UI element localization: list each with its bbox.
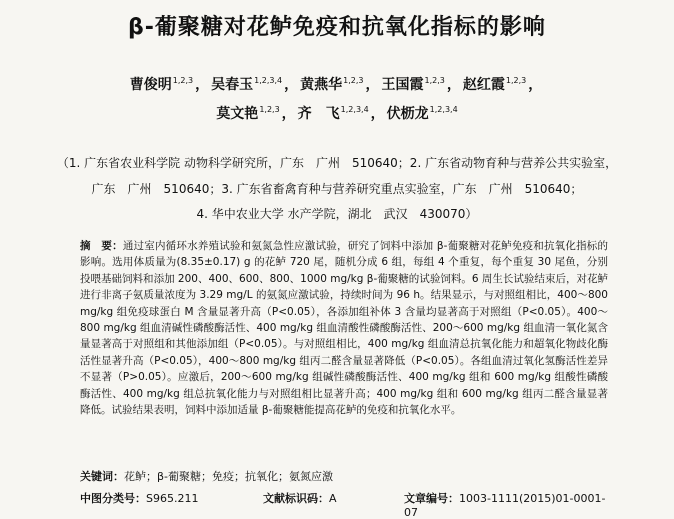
document-code-label: 文献标识码： — [263, 492, 329, 505]
author — [382, 77, 445, 93]
author-separator: ， — [195, 77, 210, 93]
author-affiliation-marker: 1,2,3,4 — [340, 105, 369, 114]
affiliation-line-2: 广东 广州 510640；3. 广东省畜禽育种与营养研究重点实验室，广东 广州 510640； — [91, 182, 583, 196]
author-affiliation-marker: 1,2,3 — [172, 76, 194, 85]
author-name: 吴春玉 — [211, 77, 254, 93]
document-code-value: A — [329, 492, 337, 505]
clc-number — [80, 490, 198, 506]
article-meta — [80, 490, 610, 519]
document-code — [263, 490, 337, 506]
keywords-label: 关键词： — [80, 470, 124, 483]
author-affiliation-marker: 1,2,3,4 — [254, 76, 283, 85]
author-separator: ， — [528, 77, 543, 93]
author-name: 赵红霞 — [462, 77, 505, 93]
keywords-text: 花鲈；β-葡聚糖；免疫；抗氧化；氨氮应激 — [124, 470, 333, 483]
keywords — [80, 468, 608, 484]
article-number-label: 文章编号： — [404, 492, 459, 505]
author — [130, 77, 193, 93]
clc-value: S965.211 — [146, 492, 199, 505]
author-name: 伏枥龙 — [386, 106, 429, 122]
author-name: 黄燕华 — [300, 77, 343, 93]
author — [298, 106, 369, 122]
article-number — [404, 490, 610, 519]
author-list-line-2 — [0, 103, 674, 123]
author — [300, 77, 363, 93]
author-list-line-1 — [0, 74, 674, 94]
author-separator: ， — [365, 77, 380, 93]
author-affiliation-marker: 1,2,3,4 — [429, 105, 458, 114]
author-affiliation-marker: 1,2,3 — [424, 76, 445, 85]
author — [216, 106, 279, 122]
author-name: 莫文艳 — [216, 106, 259, 122]
affiliation-line-3: 4. 华中农业大学 水产学院，湖北 武汉 430070） — [196, 207, 478, 221]
paper-title: β-葡聚糖对花鲈免疫和抗氧化指标的影响 — [128, 15, 546, 40]
abstract — [80, 238, 608, 418]
author — [463, 77, 526, 93]
author-affiliation-marker: 1,2,3 — [259, 105, 280, 114]
author-name: 王国霞 — [381, 77, 424, 93]
affiliation-line-1: （1. 广东省农业科学院 动物科学研究所，广东 广州 510640；2. 广东省动物育种与营养公共实验室， — [56, 156, 618, 170]
author-affiliation-marker: 1,2,3 — [343, 76, 364, 85]
author-name: 齐 飞 — [297, 106, 340, 122]
author-affiliation-marker: 1,2,3 — [505, 76, 527, 85]
author-separator: ， — [284, 77, 299, 93]
author-separator: ， — [446, 77, 461, 93]
author-separator: ， — [370, 106, 385, 122]
author — [387, 106, 458, 122]
author — [211, 77, 282, 93]
abstract-text: 通过室内循环水养殖试验和氨氮急性应激试验，研究了饲料中添加 β-葡聚糖对花鲈免疫和抗氧化指标的影响。选用体质量为(8.35±0.17) g 的花鲈 720 尾，随机分成 6 组，每组 4 个重复，每个重复 30 尾鱼，分别投喂基础饲料和添加 200、400、600、800、1000 mg/kg β-葡聚糖的试验饲料。6 周生长试验结束后，对花鲈进行非离子氨质量浓度为 3.29 mg/L 的氨氮应激试验，持续时间为 96 h。结果显示，与对照组相比，400～800 mg/kg 组免疫球蛋白 M 含量显著升高（P<0.05），各添加组补体 3 含量均显著高于对照组（P<0.05）。400～800 mg/kg 组血清碱性磷酸酶活性、400 mg/kg 组血清酸性磷酸酶活性、200～600 mg/kg 组血清一氧化氮含量显著高于对照组和其他添加组（P<0.05）。与对照组相比，400 mg/kg 组血清总抗氧化能力和超氧化物歧化酶活性显著升高（P<0.05），400～800 mg/kg 组丙二醛含量显著降低（P<0.05）。各组血清过氧化氢酶活性差异不显著（P>0.05）。应激后，200～600 mg/kg 组碱性磷酸酶活性、400 mg/kg 组和 600 mg/kg 组酸性磷酸酶活性、400 mg/kg 组总抗氧化能力与对照组相比显著升高；400 mg/kg 组和 600 mg/kg 组丙二醛含量显著降低。试验结果表明，饲料中添加适量 β-葡聚糖能提高花鲈的免疫和抗氧化水平。 — [80, 240, 609, 417]
author-name: 曹俊明 — [129, 77, 172, 93]
author-separator: ， — [281, 106, 296, 122]
article-number-value: 1003-1111(2015)01-0001-07 — [404, 492, 606, 519]
clc-label: 中图分类号： — [80, 492, 146, 505]
abstract-label: 摘 要： — [80, 240, 123, 252]
